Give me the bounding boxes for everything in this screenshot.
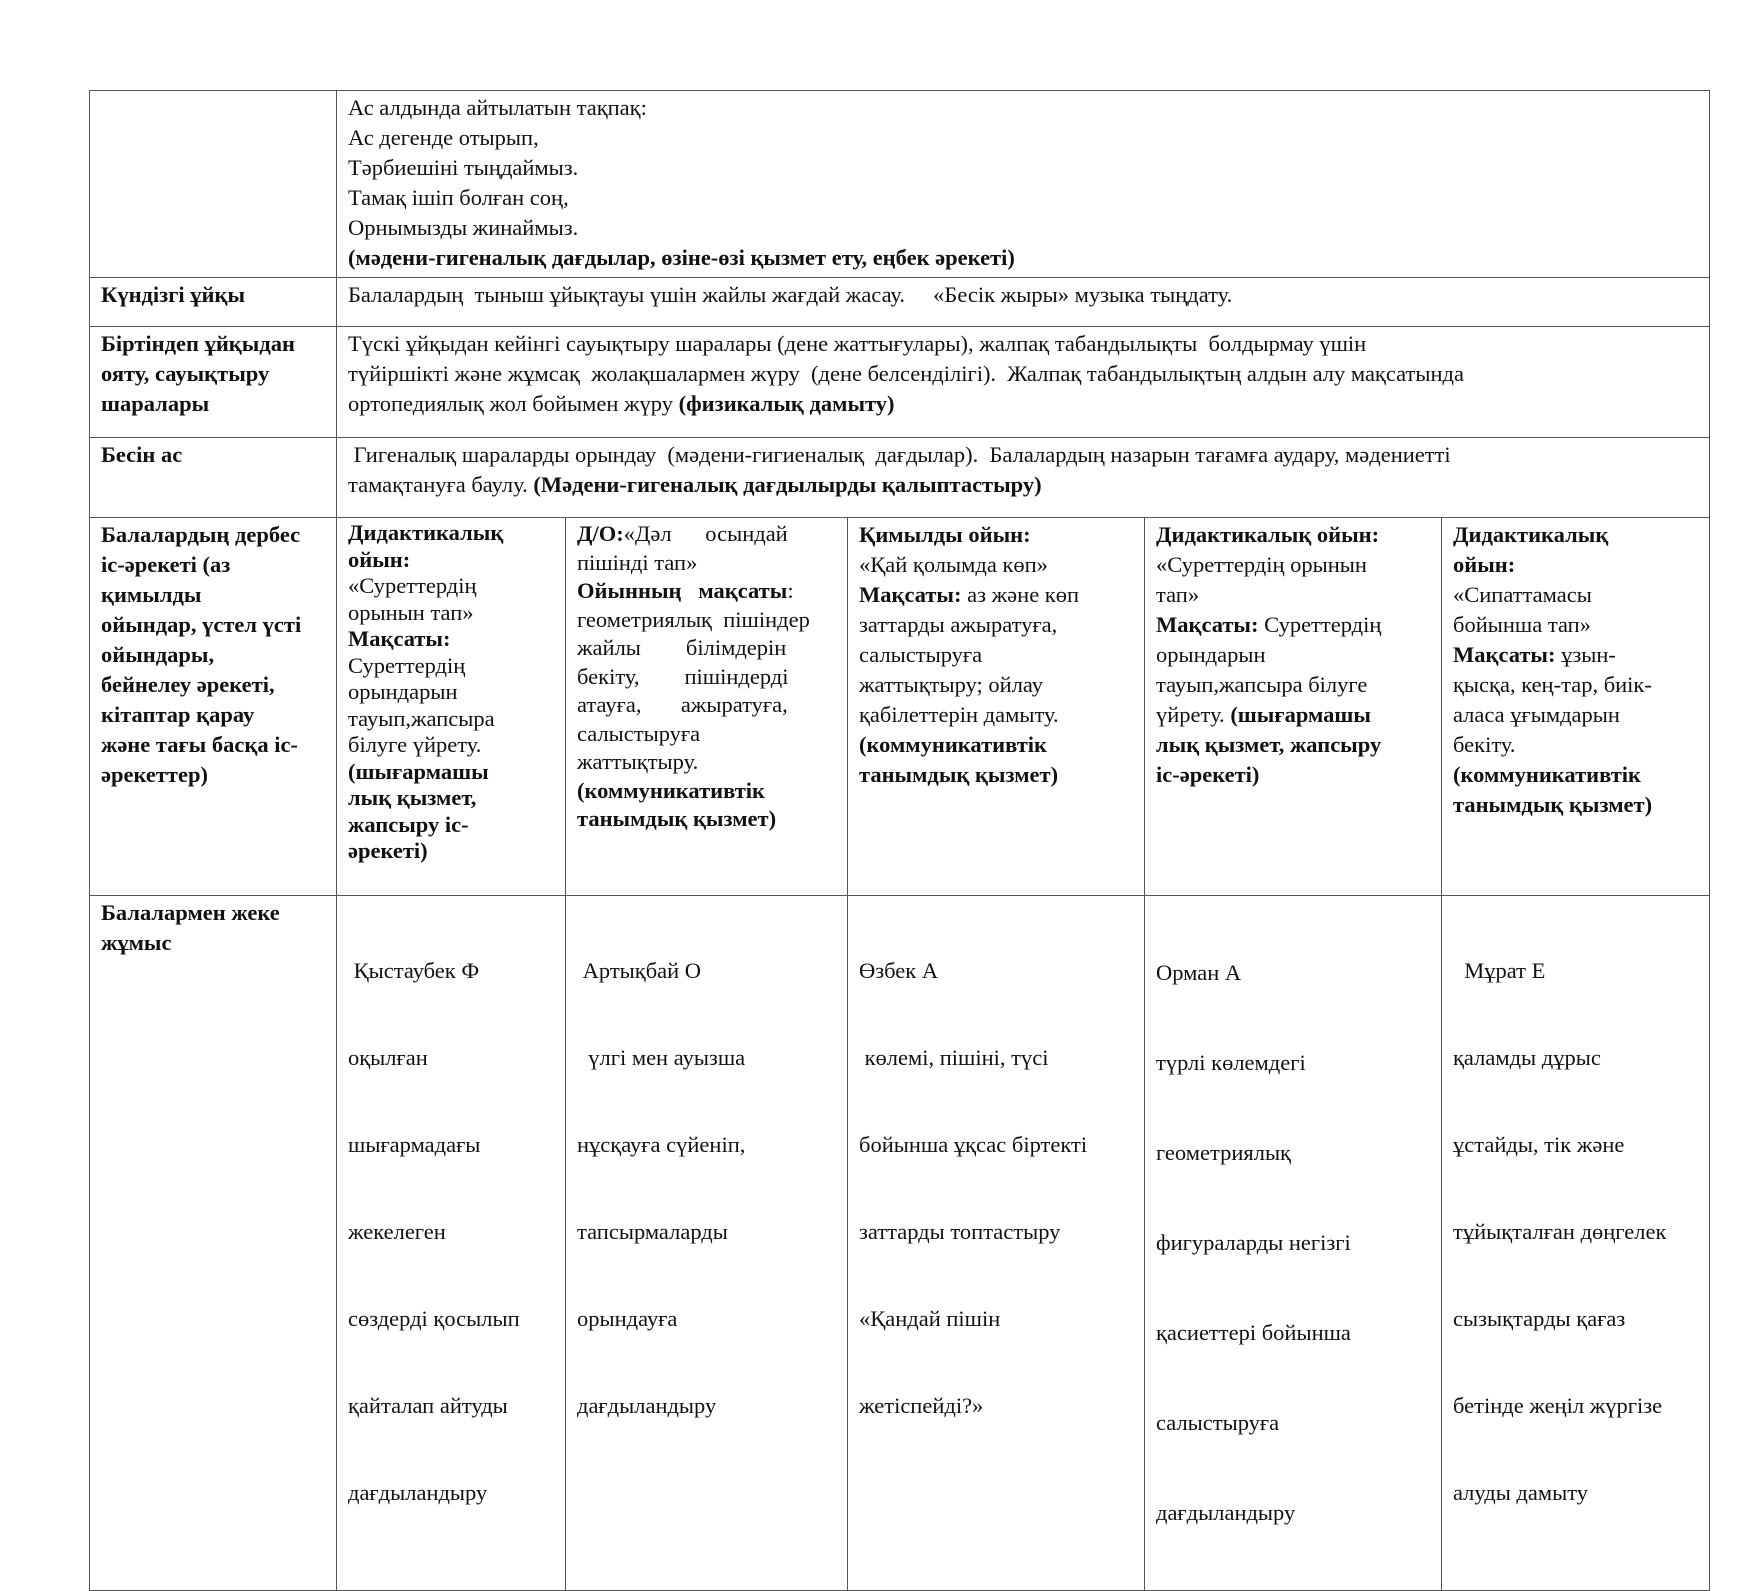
verse-line: Орнымызды жинаймыз. [348, 215, 579, 240]
goal-label: Ойынның мақсаты [577, 578, 788, 603]
text-line: Түскі ұйқыдан кейінгі сауықтыру шаралары (дене жаттығулары), жалпақ табандылықты болдырмау үшін [348, 331, 1367, 356]
goal-line: салыстыруға [577, 720, 701, 746]
goal-line: салыстыруға [859, 642, 983, 667]
task-line: нұсқауға сүйеніп, [577, 1132, 746, 1157]
goal-colon: : [787, 578, 794, 603]
task-line: тұйықталған дөңгелек [1453, 1219, 1667, 1244]
row-label-empty [90, 91, 337, 278]
game-name: «Дәл осындай [623, 521, 788, 546]
activity-note: танымдық қызмет) [577, 806, 777, 831]
activity-col-5 [1442, 518, 1710, 896]
goal-line: орындарын [1156, 642, 1266, 667]
activity-note: танымдық қызмет) [1453, 792, 1653, 817]
activity-col-1 [337, 518, 566, 896]
snack-text [337, 438, 1710, 518]
goal-line: бекіту, пішіндерді [577, 663, 789, 689]
verse-line: Тәрбиешіні тыңдаймыз. [348, 155, 579, 180]
child-name: Артықбай О [577, 958, 702, 983]
activity-note: танымдық қызмет) [859, 762, 1059, 787]
activity-note: іс-әрекеті) [1156, 762, 1260, 787]
individual-col-3 [848, 896, 1145, 1591]
individual-col-4 [1145, 896, 1442, 1591]
verse-line: Тамақ ішіп болған соң, [348, 185, 569, 210]
activity-col-4 [1145, 518, 1442, 896]
label-line: шаралары [101, 391, 210, 416]
goal-line: бекіту. [1453, 732, 1516, 757]
task-line: жекелеген [348, 1219, 446, 1244]
game-title: Д/О: [577, 521, 624, 546]
child-name: Орман А [1156, 960, 1242, 985]
task-line: қасиеттері бойынша [1156, 1320, 1351, 1345]
label-line: әрекеттер) [101, 762, 208, 787]
activity-note: (коммуникативтік [859, 732, 1047, 757]
label-line: кітаптар қарау [101, 702, 255, 727]
task-line: түрлі көлемдегі [1156, 1050, 1306, 1075]
label-line: Біртіндеп ұйқыдан [101, 331, 295, 356]
row-label-activity [90, 518, 337, 896]
task-line: бетінде жеңіл жүргізе [1453, 1393, 1663, 1418]
goal-label: Мақсаты: [1156, 612, 1259, 637]
text-line: Гигеналық шараларды орындау (мәдени-гигиеналық дағдылар). Балалардың назарын тағамға аудару, мәдениетті [348, 442, 1451, 467]
label-line: бейнелеу әрекеті, [101, 672, 275, 697]
game-name: бойынша тап» [1453, 612, 1591, 637]
game-name: «Суреттердің [348, 573, 477, 598]
row-activity [90, 518, 1710, 896]
activity-note: (коммуникативтік [1453, 762, 1641, 787]
task-line: дағдыландыру [577, 1393, 717, 1418]
game-name: тап» [1156, 582, 1200, 607]
task-line: орындауға [577, 1306, 678, 1331]
task-line: алуды дамыту [1453, 1480, 1589, 1505]
goal-line: Суреттердің [348, 652, 466, 678]
child-name: Мұрат Е [1453, 958, 1546, 983]
label-line: жұмыс [101, 930, 172, 955]
activity-note: әрекеті) [348, 838, 428, 863]
wakeup-note: (физикалық дамыту) [678, 391, 895, 416]
daily-plan-table [89, 90, 1710, 1591]
individual-col-1 [337, 896, 566, 1591]
goal-label: Мақсаты: [1453, 642, 1556, 667]
activity-note: лық қызмет, жапсыру [1156, 732, 1382, 757]
task-line: үлгі мен ауызша [577, 1045, 746, 1070]
goal-line: орындарын [348, 679, 458, 704]
game-name: «Қай қолымда көп» [859, 552, 1048, 577]
row-label-individual [90, 896, 337, 1591]
task-line: жетіспейді?» [859, 1393, 984, 1418]
lunch-verse-cell [337, 91, 1710, 278]
row-wakeup [90, 327, 1710, 438]
goal-line: атауға, ажыратуға, [577, 692, 788, 717]
nap-text: Балалардың тыныш ұйықтауы үшін жайлы жағдай жасау. «Бесік жыры» музыка тыңдату. [337, 278, 1710, 327]
game-title: Дидактикалық ойын: [1156, 522, 1380, 547]
verse-line: Ас алдында айтылатын тақпақ: [348, 95, 647, 120]
goal-line: қабілеттерін дамыту. [859, 702, 1059, 727]
task-line: дағдыландыру [348, 1480, 488, 1505]
activity-note: жапсыру іс- [348, 811, 469, 837]
goal-line: жайлы білімдерін [577, 635, 787, 660]
label-line: Балалардың дербес [101, 522, 301, 547]
goal-line: қысқа, кең-тар, биік- [1453, 672, 1652, 697]
goal-line: аласа ұғымдарын [1453, 702, 1620, 727]
goal-line: заттарды ажыратуға, [859, 612, 1058, 637]
task-line: салыстыруға [1156, 1410, 1280, 1435]
wakeup-text [337, 327, 1710, 438]
goal-label: Мақсаты: [859, 582, 962, 607]
row-label-nap: Күндізгі ұйқы [90, 278, 337, 327]
goal-label: Мақсаты: [348, 626, 451, 651]
individual-col-2 [566, 896, 848, 1591]
verse-line: Ас дегенде отырып, [348, 125, 539, 150]
task-line: сызықтарды қағаз [1453, 1306, 1626, 1331]
game-name: «Сипаттамасы [1453, 582, 1592, 607]
game-name: орынын тап» [348, 599, 474, 625]
task-line: сөздерді қосылып [348, 1306, 520, 1331]
goal-line: геометриялық пішіндер [577, 606, 810, 632]
game-title: Дидактикалық [1453, 522, 1609, 547]
goal-line: білуге үйрету. [348, 732, 482, 757]
activity-note: лық қызмет, [348, 785, 477, 810]
task-line: «Қандай пішін [859, 1306, 1001, 1331]
game-title: ойын: [348, 546, 411, 572]
goal-line: ұзын- [1555, 642, 1616, 667]
task-line: тапсырмаларды [577, 1219, 728, 1244]
activity-col-3 [848, 518, 1145, 896]
row-label-snack: Бесін ас [90, 438, 337, 518]
task-line: көлемі, пішіні, түсі [859, 1045, 1049, 1070]
label-line: және тағы басқа іс- [101, 732, 298, 757]
goal-line: үйрету. [1156, 702, 1231, 727]
individual-col-5 [1442, 896, 1710, 1591]
game-title: Қимылды ойын: [859, 522, 1031, 547]
label-line: іс-әрекеті (аз [101, 552, 231, 577]
goal-line: тауып,жапсыра [348, 705, 495, 731]
text-line: түйіршікті және жұмсақ жолақшалармен жүру (дене белсенділігі). Жалпақ табандылықтың алдын алу мақсатында [348, 361, 1464, 386]
goal-line: тауып,жапсыра білуге [1156, 672, 1368, 697]
verse-note: (мәдени-гигеналық дағдылар, өзіне-өзі қызмет ету, еңбек әрекеті) [348, 245, 1015, 270]
game-title: ойын: [1453, 552, 1516, 577]
goal-line: аз және көп [961, 582, 1080, 607]
text-line: ортопедиялық жол бойымен жүру [348, 391, 673, 416]
game-name: «Суреттердің орынын [1156, 552, 1367, 577]
row-nap [90, 278, 1710, 327]
row-snack [90, 438, 1710, 518]
label-line: ойындары, [101, 642, 215, 667]
activity-note: (коммуникативтік [577, 777, 765, 803]
task-line: бойынша ұқсас біртекті [859, 1132, 1088, 1157]
child-name: Өзбек А [859, 958, 939, 983]
goal-line: жаттықтыру; ойлау [859, 672, 1044, 697]
task-line: заттарды топтастыру [859, 1219, 1061, 1244]
task-line: фигураларды негізгі [1156, 1230, 1351, 1255]
game-title: Дидактикалық [348, 520, 504, 545]
child-name: Қыстаубек Ф [348, 958, 480, 983]
task-line: оқылған [348, 1045, 428, 1070]
activity-note: (шығармашы [348, 758, 489, 784]
goal-line: Суреттердің [1258, 612, 1382, 637]
row-lunch-verse [90, 91, 1710, 278]
game-name: пішінді тап» [577, 549, 698, 575]
snack-note: (Мәдени-гигеналық дағдылырды қалыптастыру) [533, 472, 1042, 497]
task-line: геометриялық [1156, 1140, 1291, 1165]
task-line: дағдыландыру [1156, 1500, 1296, 1525]
row-label-wakeup [90, 327, 337, 438]
text-line: тамақтануға баулу. [348, 472, 528, 497]
label-line: ояту, сауықтыру [101, 361, 270, 386]
label-line: қимылды [101, 582, 202, 607]
task-line: ұстайды, тік және [1453, 1132, 1625, 1157]
activity-col-2 [566, 518, 848, 896]
task-line: қаламды дұрыс [1453, 1045, 1601, 1070]
activity-note: (шығармашы [1230, 702, 1371, 727]
row-individual [90, 896, 1710, 1591]
task-line: шығармадағы [348, 1132, 481, 1157]
label-line: ойындар, үстел үсті [101, 612, 302, 637]
goal-line: жаттықтыру. [577, 749, 699, 774]
label-line: Балалармен жеке [101, 900, 280, 925]
task-line: қайталап айтуды [348, 1393, 508, 1418]
